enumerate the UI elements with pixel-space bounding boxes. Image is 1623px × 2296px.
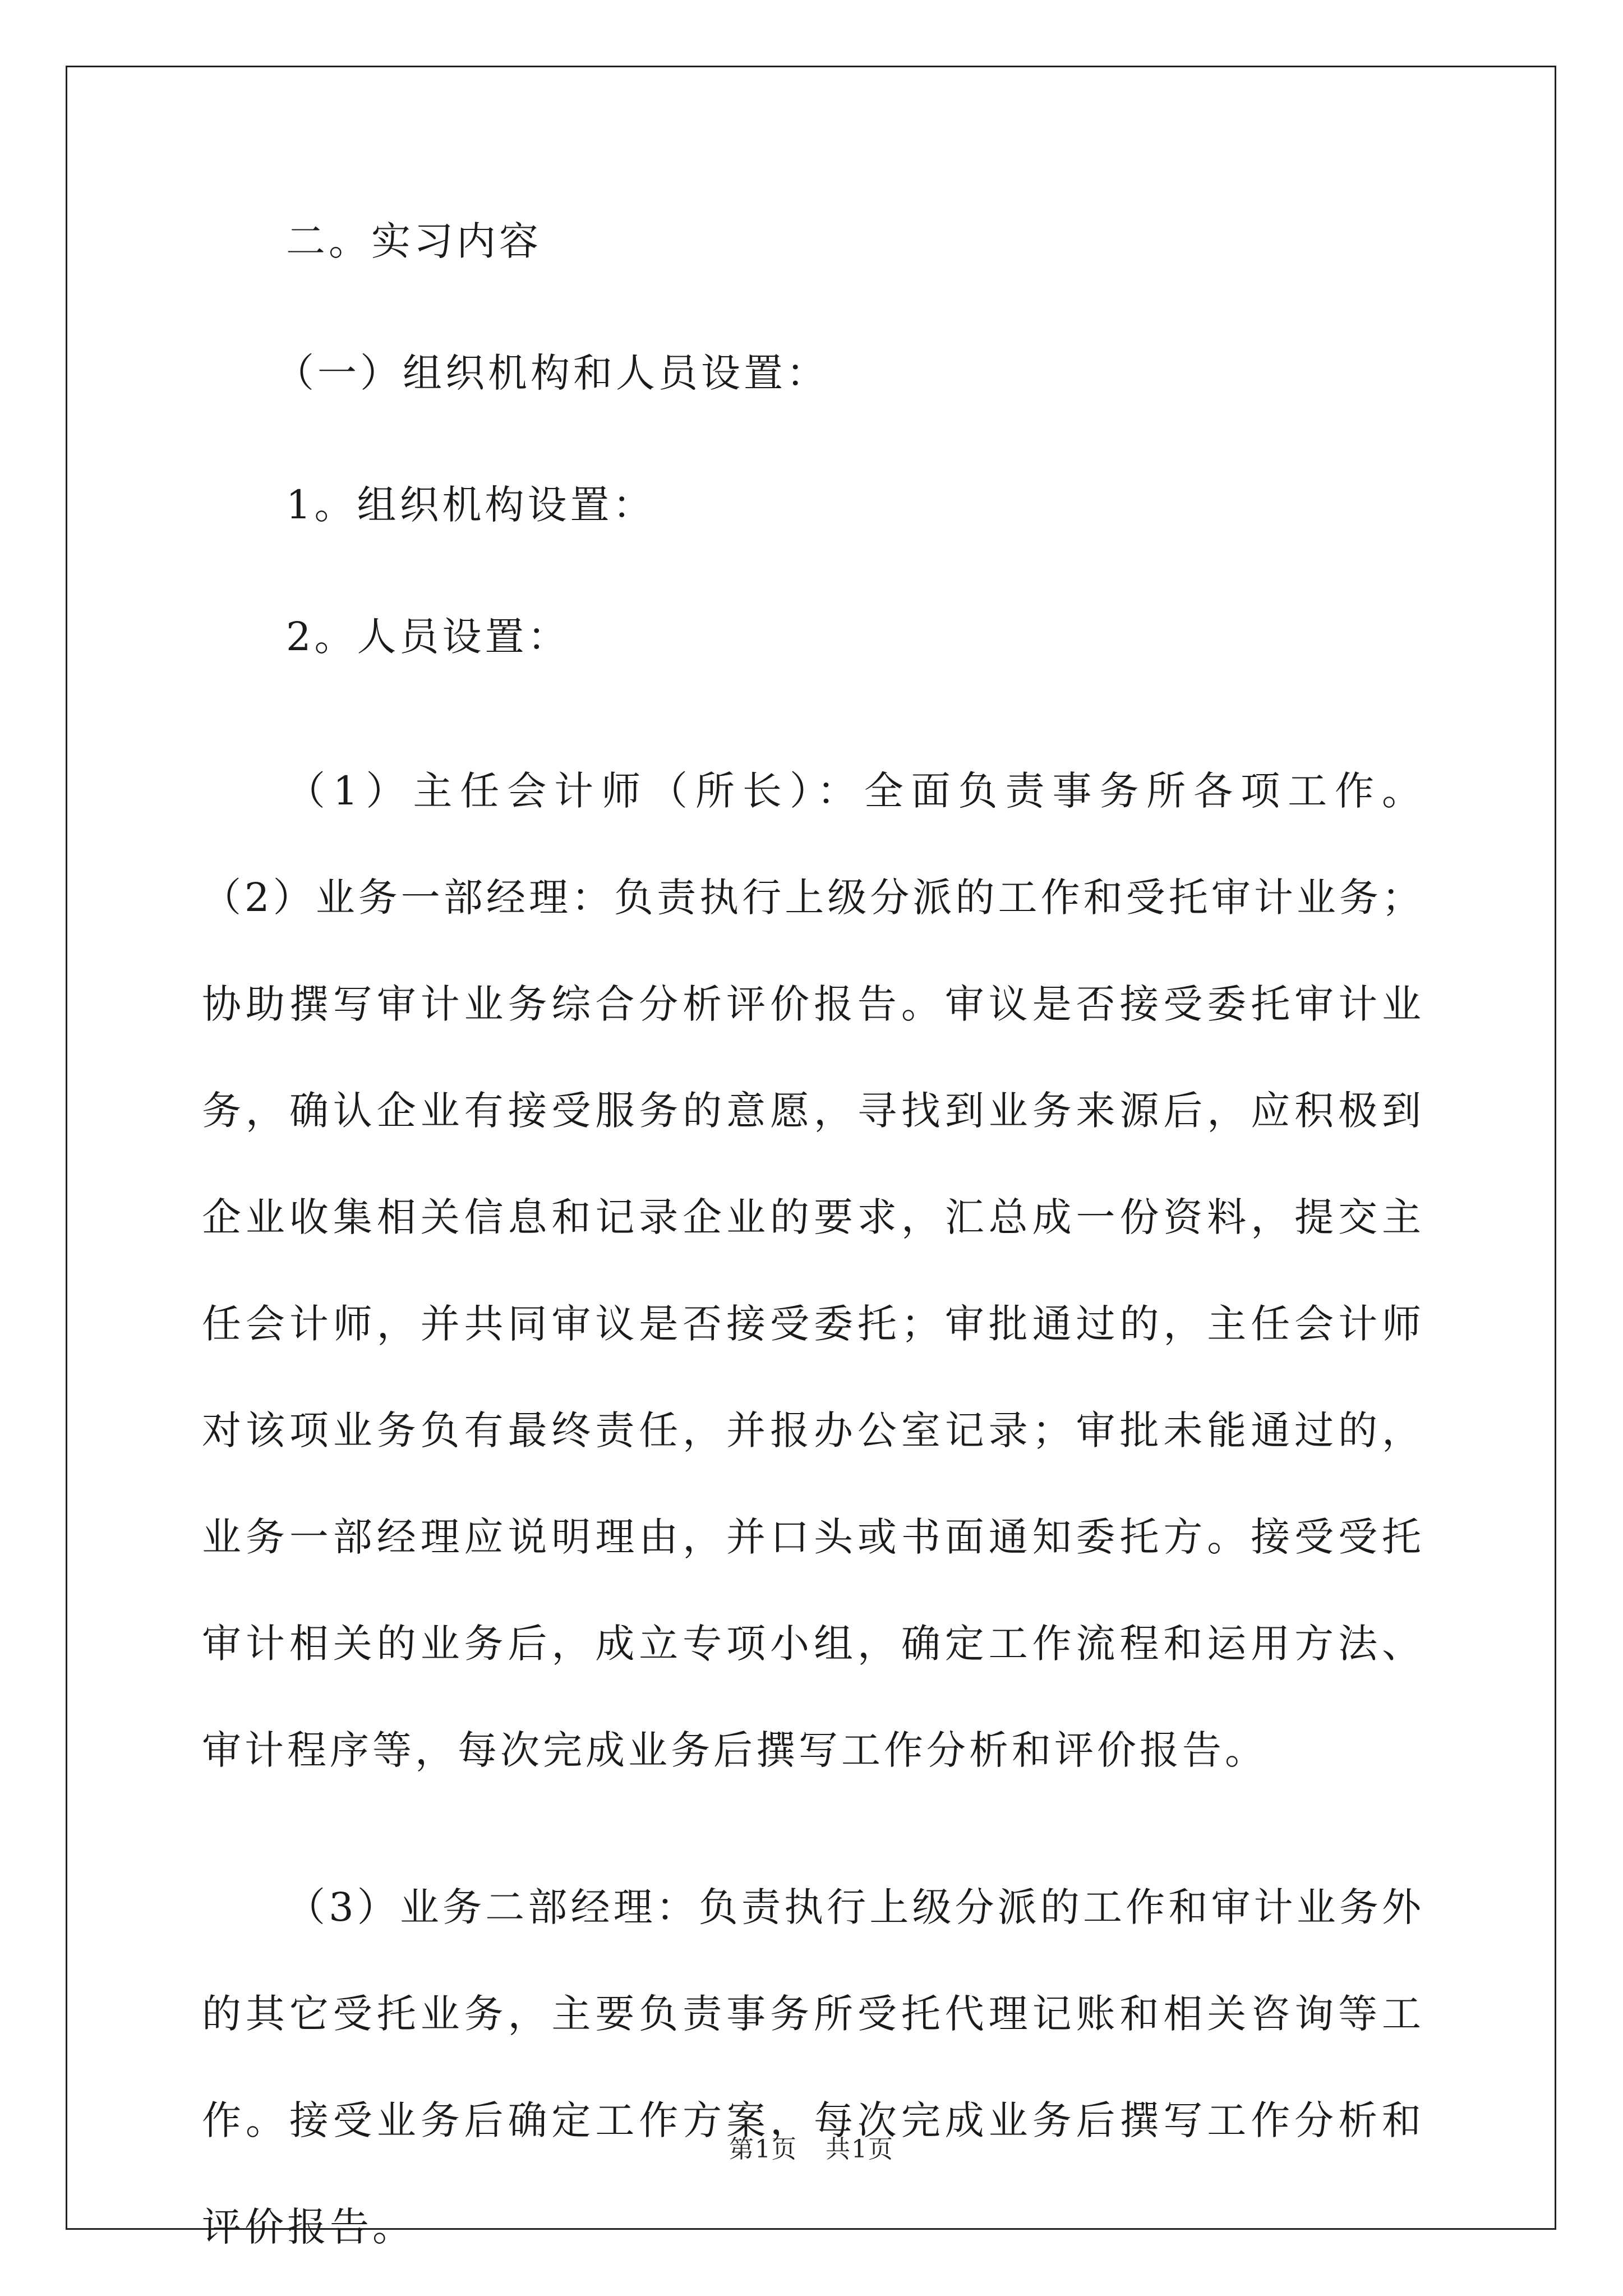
item-2-title: 2。人员设置： [286,614,570,660]
paragraph-role-3: （3）业务二部经理：负责执行上级分派的工作和审计业务外的其它受托业务，主要负责事务所受托代理记账和相关咨询等工作。接受业务后确定工作方案，每次完成业务后撰写工作分析和评价报告。 [202,1884,1424,2250]
document-body [202,208,1424,2280]
subsection-title: （一）组织机构和人员设置： [275,350,829,396]
item-1-title: 1。组织机构设置： [286,482,656,528]
section-title: 二。实习内容 [286,218,542,264]
page-total: 共1页 [826,2135,894,2164]
paragraph-roles-1-2: （1）主任会计师（所长）：全面负责事务所各项工作。 （2）业务一部经理：负责执行上级分派的工作和受托审计业务；协助撰写审计业务综合分析评价报告。审议是否接受委托审计业务，确认企业有接受服务的意愿，寻找到业务来源后，应积极到企业收集相关信息和记录企业的要求，汇总成一份资料，提交主任会计师，并共同审议是否接受委托；审批通过的，主任会计师对该项业务负有最终责任，并报办公室记录；审批未能通过的，业务一部经理应说明理由，并口头或书面通知委托方。接受受托审计相关的业务后，成立专项小组，确定工作流程和运用方法、审计程序等，每次完成业务后撰写工作分析和评价报告。 [202,768,1424,1773]
page-number: 第1页 [729,2135,797,2164]
page-footer [0,2129,1623,2165]
